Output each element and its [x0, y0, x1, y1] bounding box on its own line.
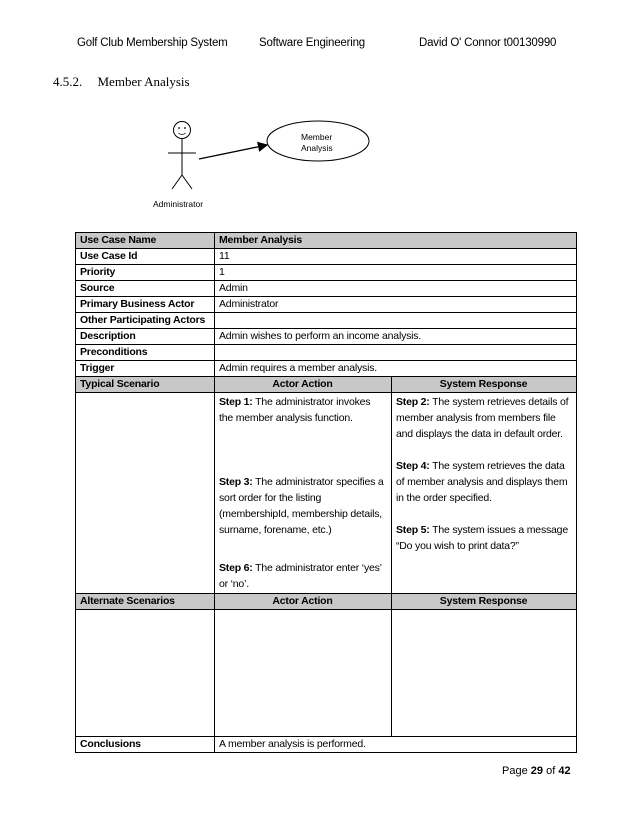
table-row	[76, 281, 577, 297]
header-left: Golf Club Membership System	[77, 37, 228, 49]
step-6: Step 6: The administrator enter ‘yes’ or ‘no’.	[219, 562, 382, 590]
row-value: 1	[215, 265, 577, 281]
typical-scenario-label: Typical Scenario	[76, 377, 215, 393]
actor-right-leg	[182, 175, 192, 189]
table-row	[76, 313, 577, 329]
conclusions-key: Conclusions	[76, 737, 215, 753]
header-center: Software Engineering	[259, 37, 365, 49]
actor-label: Administrator	[153, 199, 204, 209]
table-row	[76, 265, 577, 281]
association-arrow	[199, 145, 267, 159]
row-value: Administrator	[215, 297, 577, 313]
table-row	[76, 233, 577, 249]
step-3: Step 3: The administrator specifies a sort order for the listing (membershipId, membership details, surname, forename, etc.)	[219, 476, 384, 536]
row-key: Source	[76, 281, 215, 297]
typical-scenario-header-row	[76, 377, 577, 393]
row-value	[215, 345, 577, 361]
table-row	[76, 297, 577, 313]
section-number: 4.5.2.	[53, 74, 83, 89]
empty-cell	[76, 610, 215, 737]
row-value: Member Analysis	[215, 233, 577, 249]
page-number: 29	[530, 765, 544, 777]
page-footer: Page 29 of 42	[502, 765, 571, 777]
step-2: Step 2: The system retrieves details of member analysis from members file and displays the data in default order.	[396, 396, 569, 440]
row-key: Priority	[76, 265, 215, 281]
actor-stick-figure	[168, 122, 196, 190]
row-value: 11	[215, 249, 577, 265]
system-response-header: System Response	[392, 377, 577, 393]
row-key: Primary Business Actor	[76, 297, 215, 313]
empty-cell	[76, 393, 215, 594]
section-title: Member Analysis	[97, 74, 190, 89]
table-row	[76, 249, 577, 265]
row-key: Preconditions	[76, 345, 215, 361]
actor-left-leg	[172, 175, 182, 189]
table-row	[76, 361, 577, 377]
system-response-cell	[392, 393, 577, 594]
row-key: Other Participating Actors	[76, 313, 215, 329]
empty-cell	[215, 610, 392, 737]
empty-cell	[392, 610, 577, 737]
row-key: Description	[76, 329, 215, 345]
step-5: Step 5: The system issues a message “Do you wish to print data?”	[396, 524, 568, 552]
row-value: Admin requires a member analysis.	[215, 361, 577, 377]
actor-action-cell	[215, 393, 392, 594]
table-row	[76, 329, 577, 345]
use-case-diagram	[0, 0, 638, 230]
step-4: Step 4: The system retrieves the data of member analysis and displays them in the order specified.	[396, 460, 568, 504]
step-1: Step 1: The administrator invokes the member analysis function.	[219, 396, 371, 424]
typical-scenario-body-row	[76, 393, 577, 594]
row-value	[215, 313, 577, 329]
use-case-table	[75, 232, 577, 753]
row-value: Admin wishes to perform an income analysis.	[215, 329, 577, 345]
use-case-label: Member Analysis	[301, 132, 333, 153]
row-key: Use Case Id	[76, 249, 215, 265]
header-right: David O' Connor t00130990	[419, 37, 557, 49]
row-key: Trigger	[76, 361, 215, 377]
alt-actor-action-header: Actor Action	[215, 594, 392, 610]
alternate-scenarios-header-row	[76, 594, 577, 610]
conclusions-row	[76, 737, 577, 753]
actor-action-header: Actor Action	[215, 377, 392, 393]
row-value: Admin	[215, 281, 577, 297]
row-key: Use Case Name	[76, 233, 215, 249]
actor-head	[174, 122, 191, 139]
alternate-scenarios-label: Alternate Scenarios	[76, 594, 215, 610]
alt-system-response-header: System Response	[392, 594, 577, 610]
page-total: 42	[558, 765, 571, 777]
table-row	[76, 345, 577, 361]
conclusions-value: A member analysis is performed.	[215, 737, 577, 753]
alternate-scenarios-body-row	[76, 610, 577, 737]
